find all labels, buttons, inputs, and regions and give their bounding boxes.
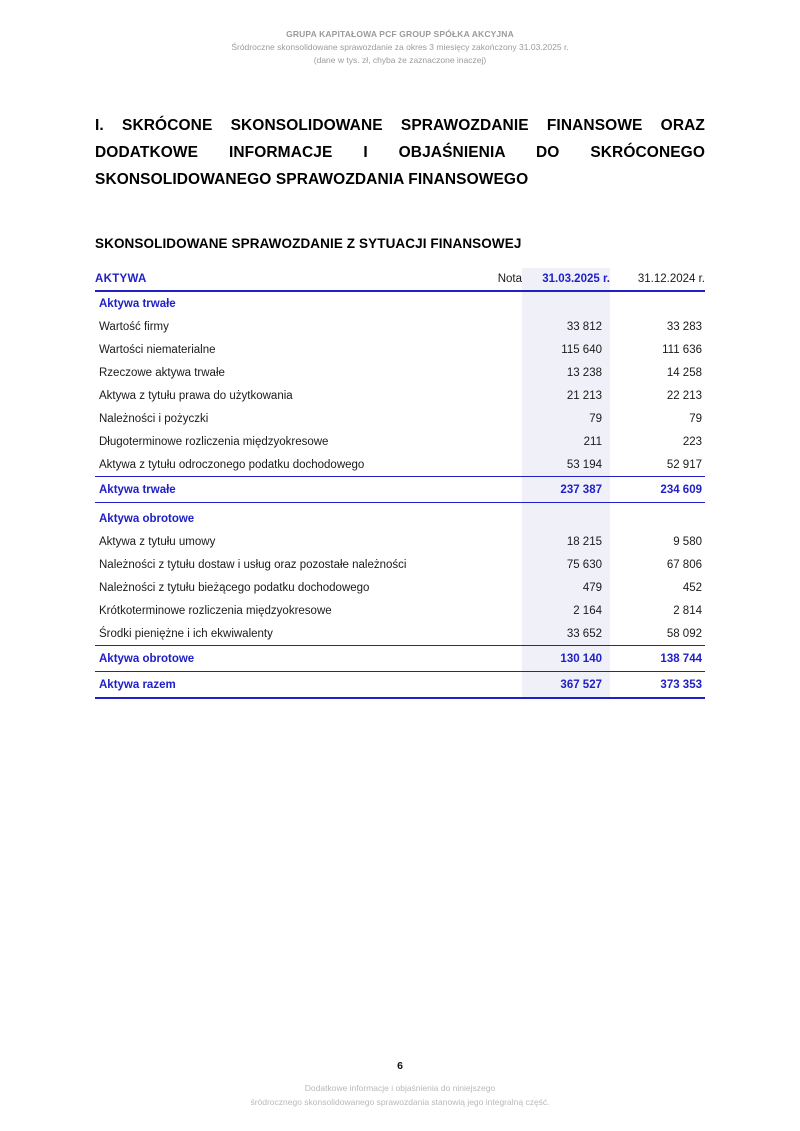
row-value-current: 2 164 bbox=[573, 604, 602, 617]
row-note-reference bbox=[467, 453, 522, 477]
row-value-current: 237 387 bbox=[522, 477, 610, 503]
table-row-group-heading bbox=[95, 507, 705, 530]
page-footer bbox=[0, 1060, 800, 1109]
financial-table-container bbox=[95, 268, 705, 699]
row-label: Aktywa z tytułu prawa do użytkowania bbox=[99, 389, 293, 402]
row-note-reference bbox=[467, 430, 522, 453]
row-note-reference bbox=[467, 361, 522, 384]
row-value-current: 211 bbox=[583, 435, 602, 448]
page-title: I. SKRÓCONE SKONSOLIDOWANE SPRAWOZDANIE FINANSOWE ORAZ DODATKOWE INFORMACJE I OBJAŚNIENIA DO SKRÓCONEGO SKONSOLIDOWANEGO SPRAWOZDANIA FINANSOWEGO bbox=[95, 117, 705, 188]
row-label: Rzeczowe aktywa trwałe bbox=[99, 366, 225, 379]
row-value-previous bbox=[610, 507, 705, 530]
row-value-previous: 2 814 bbox=[673, 604, 702, 617]
footer-note-line-2: śródrocznego skonsolidowanego sprawozdania stanowią jego integralną część. bbox=[250, 1096, 550, 1107]
row-note-reference bbox=[467, 599, 522, 622]
row-value-current: 21 213 bbox=[566, 389, 602, 402]
row-label: Należności i pożyczki bbox=[99, 412, 209, 425]
row-value-previous: 33 283 bbox=[666, 320, 702, 333]
table-row-grand-total bbox=[95, 672, 705, 699]
row-note-reference bbox=[467, 530, 522, 553]
row-value-current: 13 238 bbox=[566, 366, 602, 379]
row-note-reference bbox=[467, 576, 522, 599]
row-label: Aktywa trwałe bbox=[95, 477, 467, 503]
table-row-item bbox=[95, 530, 705, 553]
row-value-previous: 22 213 bbox=[666, 389, 702, 402]
footer-note-line-1: Dodatkowe informacje i objaśnienia do niniejszego bbox=[304, 1082, 496, 1093]
table-row-item bbox=[95, 338, 705, 361]
row-label: Aktywa z tytułu umowy bbox=[99, 535, 216, 548]
column-header-note: Nota bbox=[467, 268, 522, 291]
row-label: Aktywa obrotowe bbox=[99, 512, 195, 525]
row-note-reference bbox=[467, 553, 522, 576]
table-row-item bbox=[95, 599, 705, 622]
row-value-current: 33 812 bbox=[566, 320, 602, 333]
row-value-previous: 452 bbox=[682, 581, 702, 594]
table-row-item bbox=[95, 576, 705, 599]
row-label: Wartości niematerialne bbox=[99, 343, 216, 356]
row-label: Krótkoterminowe rozliczenia międzyokresowe bbox=[99, 604, 332, 617]
row-label: Należności z tytułu dostaw i usług oraz pozostałe należności bbox=[99, 558, 407, 571]
table-row-subtotal bbox=[95, 646, 705, 672]
row-label: Wartość firmy bbox=[99, 320, 169, 333]
row-value-previous: 373 353 bbox=[610, 672, 705, 699]
column-header-assets: AKTYWA bbox=[95, 268, 467, 291]
table-row-item bbox=[95, 622, 705, 646]
row-label: Aktywa obrotowe bbox=[95, 646, 467, 672]
row-value-current: 115 640 bbox=[561, 343, 602, 356]
section-heading: SKONSOLIDOWANE SPRAWOZDANIE Z SYTUACJI FINANSOWEJ bbox=[95, 236, 522, 252]
row-value-current: 367 527 bbox=[522, 672, 610, 699]
row-note-reference bbox=[467, 384, 522, 407]
row-value-previous: 58 092 bbox=[666, 627, 702, 640]
row-value-previous: 14 258 bbox=[666, 366, 702, 379]
row-value-previous: 138 744 bbox=[610, 646, 705, 672]
running-header bbox=[0, 0, 800, 66]
table-row-item bbox=[95, 384, 705, 407]
header-period-line: Śródroczne skonsolidowane sprawozdanie za okres 3 miesięcy zakończony 31.03.2025 r. bbox=[231, 41, 569, 52]
row-note-reference bbox=[467, 407, 522, 430]
table-row-item bbox=[95, 553, 705, 576]
row-note-reference bbox=[467, 622, 522, 646]
row-label: Aktywa razem bbox=[95, 672, 467, 699]
row-value-current: 75 630 bbox=[566, 558, 602, 571]
row-value-current bbox=[522, 291, 610, 315]
header-company-name: GRUPA KAPITAŁOWA PCF GROUP SPÓŁKA AKCYJNA bbox=[286, 29, 514, 39]
table-row-item bbox=[95, 430, 705, 453]
row-note-reference bbox=[467, 315, 522, 338]
table-row-item bbox=[95, 407, 705, 430]
row-value-current: 53 194 bbox=[566, 458, 602, 471]
page-number: 6 bbox=[397, 1059, 403, 1072]
row-value-previous: 223 bbox=[682, 435, 702, 448]
row-label: Środki pieniężne i ich ekwiwalenty bbox=[99, 627, 273, 640]
table-row-item bbox=[95, 315, 705, 338]
header-units-line: (dane w tys. zł, chyba że zaznaczone inaczej) bbox=[313, 54, 487, 65]
row-value-previous: 52 917 bbox=[666, 458, 702, 471]
row-value-current: 130 140 bbox=[522, 646, 610, 672]
row-value-previous: 67 806 bbox=[666, 558, 702, 571]
row-value-current: 18 215 bbox=[566, 535, 602, 548]
row-value-current: 479 bbox=[582, 581, 602, 594]
row-label: Aktywa trwałe bbox=[99, 297, 176, 310]
row-value-previous: 79 bbox=[689, 412, 702, 425]
footer-note bbox=[0, 1081, 800, 1109]
row-value-current bbox=[522, 507, 610, 530]
row-label: Długoterminowe rozliczenia międzyokresowe bbox=[99, 435, 329, 448]
row-value-previous: 111 636 bbox=[662, 343, 702, 356]
row-value-previous: 9 580 bbox=[673, 535, 702, 548]
row-note-reference bbox=[467, 646, 522, 672]
row-value-current: 33 652 bbox=[566, 627, 602, 640]
row-label: Aktywa z tytułu odroczonego podatku dochodowego bbox=[99, 458, 365, 471]
row-value-current: 79 bbox=[589, 412, 602, 425]
row-note-reference bbox=[467, 291, 522, 315]
row-note-reference bbox=[467, 477, 522, 503]
table-header-row bbox=[95, 268, 705, 291]
row-note-reference bbox=[467, 338, 522, 361]
row-note-reference bbox=[467, 507, 522, 530]
table-row-item bbox=[95, 453, 705, 477]
row-value-previous bbox=[610, 291, 705, 315]
table-row-item bbox=[95, 361, 705, 384]
table-row-group-heading bbox=[95, 291, 705, 315]
column-header-previous-period: 31.12.2024 r. bbox=[610, 268, 705, 291]
table-body bbox=[95, 291, 705, 698]
statement-of-financial-position-table bbox=[95, 268, 705, 699]
table-row-subtotal bbox=[95, 477, 705, 503]
row-label: Należności z tytułu bieżącego podatku dochodowego bbox=[99, 581, 370, 594]
row-value-previous: 234 609 bbox=[610, 477, 705, 503]
column-header-current-period: 31.03.2025 r. bbox=[522, 268, 610, 291]
row-note-reference bbox=[467, 672, 522, 699]
